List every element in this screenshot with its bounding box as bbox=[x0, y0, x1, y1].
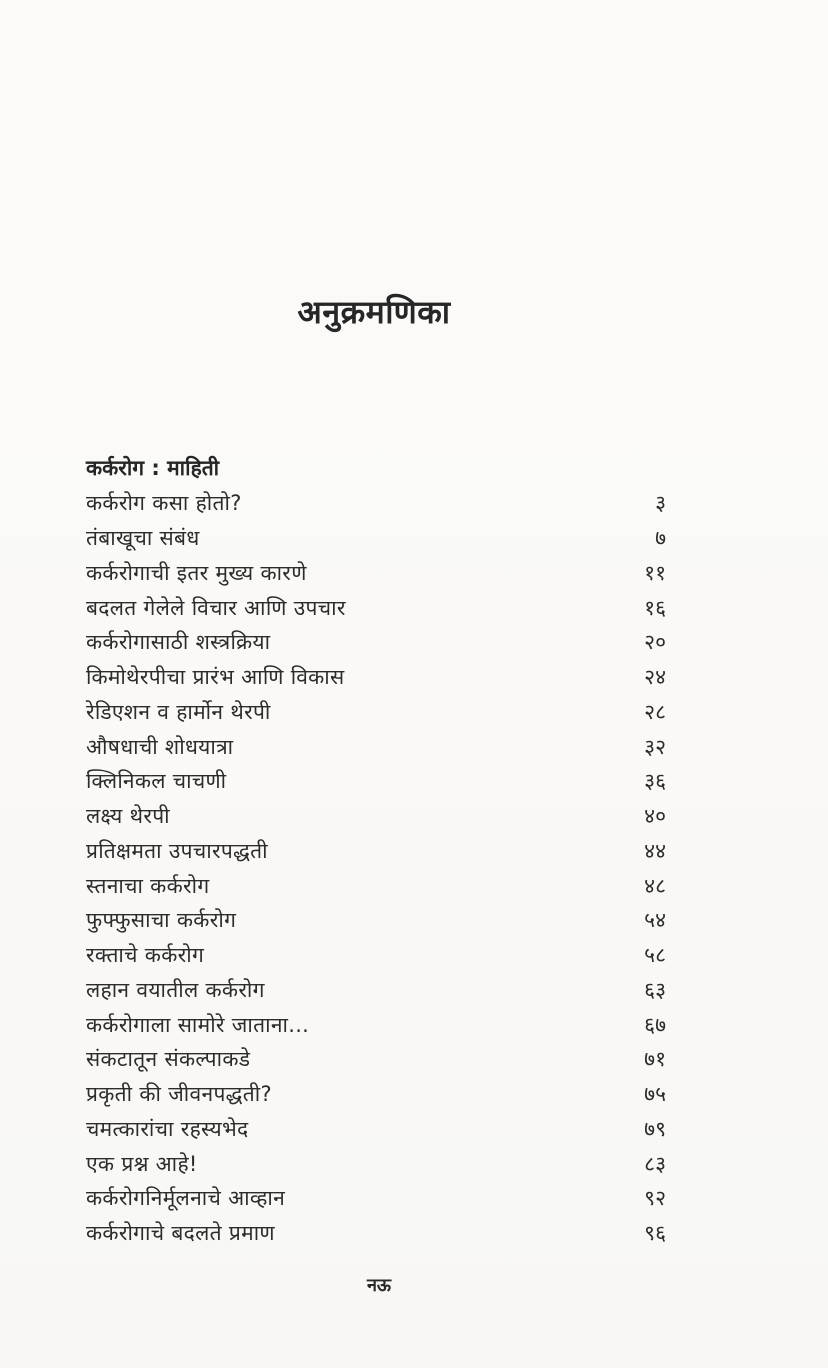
toc-entry bbox=[86, 1007, 666, 1042]
toc-entry bbox=[86, 695, 666, 730]
toc-entry-page-number: ९६ bbox=[644, 1221, 666, 1246]
toc-entry bbox=[86, 660, 666, 695]
section-title: कर्करोग : माहिती bbox=[86, 456, 220, 480]
toc-entry bbox=[86, 1112, 666, 1147]
toc-entry-title: फुफ्फुसाचा कर्करोग bbox=[86, 908, 237, 933]
toc-entry-page-number: ६३ bbox=[644, 977, 666, 1002]
toc-entry-page-number: ४४ bbox=[644, 838, 666, 863]
toc-entry bbox=[86, 486, 666, 521]
toc-entry-page-number: ५४ bbox=[644, 908, 666, 933]
toc-entry-title: कर्करोगनिर्मूलनाचे आव्हान bbox=[86, 1186, 286, 1211]
toc-entry-title: किमोथेरपीचा प्रारंभ आणि विकास bbox=[86, 665, 345, 690]
toc-entry-title: बदलत गेलेले विचार आणि उपचार bbox=[86, 595, 346, 620]
toc-entry-page-number: ७१ bbox=[644, 1047, 666, 1072]
toc-entry bbox=[86, 1042, 666, 1077]
toc-entry bbox=[86, 868, 666, 903]
page-number: नऊ bbox=[366, 1275, 392, 1296]
toc-entry-page-number: २० bbox=[644, 630, 666, 655]
toc-entry-page-number: ४० bbox=[644, 804, 666, 829]
toc-entry-title: कर्करोगासाठी शस्त्रक्रिया bbox=[86, 630, 271, 655]
toc-entry bbox=[86, 1216, 666, 1251]
toc-entry-title: रक्ताचे कर्करोग bbox=[86, 943, 205, 968]
toc-entry-page-number: ६७ bbox=[644, 1012, 666, 1037]
toc-entry bbox=[86, 764, 666, 799]
toc-entry-title: एक प्रश्न आहे! bbox=[86, 1151, 198, 1176]
toc-entry bbox=[86, 938, 666, 973]
toc-entry-title: लहान वयातील कर्करोग bbox=[86, 977, 265, 1002]
toc-entry bbox=[86, 625, 666, 660]
toc-entry-page-number: ८३ bbox=[644, 1151, 666, 1176]
toc-entry-title: लक्ष्य थेरपी bbox=[86, 804, 170, 829]
toc-entry bbox=[86, 973, 666, 1008]
toc-entry-page-number: ३२ bbox=[644, 734, 666, 759]
toc-entry bbox=[86, 1077, 666, 1112]
toc-entry bbox=[86, 1146, 666, 1181]
toc-entry-page-number: ३ bbox=[655, 491, 666, 516]
toc-entry-title: प्रतिक्षमता उपचारपद्धती bbox=[86, 838, 268, 863]
toc-entry-title: औषधाची शोधयात्रा bbox=[86, 734, 234, 759]
toc-entry-page-number: २८ bbox=[644, 699, 666, 724]
toc-entry bbox=[86, 590, 666, 625]
toc-entry-page-number: १६ bbox=[644, 595, 666, 620]
toc-entry-title: स्तनाचा कर्करोग bbox=[86, 873, 210, 898]
table-of-contents bbox=[86, 486, 666, 1251]
toc-entry-title: कर्करोगाची इतर मुख्य कारणे bbox=[86, 560, 307, 585]
page-title: अनुक्रमणिका bbox=[297, 293, 451, 331]
toc-entry-title: चमत्कारांचा रहस्यभेद bbox=[86, 1116, 249, 1141]
toc-entry bbox=[86, 903, 666, 938]
toc-entry-page-number: ५८ bbox=[644, 943, 666, 968]
toc-entry-title: तंबाखूचा संबंध bbox=[86, 526, 200, 551]
toc-entry-title: कर्करोगाचे बदलते प्रमाण bbox=[86, 1221, 275, 1246]
toc-entry-page-number: ७९ bbox=[644, 1116, 666, 1141]
toc-entry-title: कर्करोगाला सामोरे जाताना... bbox=[86, 1012, 310, 1037]
toc-entry-title: कर्करोग कसा होतो? bbox=[86, 491, 242, 516]
toc-entry-page-number: ११ bbox=[644, 560, 666, 585]
toc-entry bbox=[86, 834, 666, 869]
toc-entry-page-number: ७५ bbox=[644, 1082, 666, 1107]
toc-entry-page-number: ३६ bbox=[644, 769, 666, 794]
toc-entry bbox=[86, 729, 666, 764]
toc-entry-page-number: २४ bbox=[644, 665, 666, 690]
toc-entry bbox=[86, 521, 666, 556]
toc-entry bbox=[86, 799, 666, 834]
toc-entry-title: रेडिएशन व हार्मोन थेरपी bbox=[86, 699, 271, 724]
toc-entry-title: क्लिनिकल चाचणी bbox=[86, 769, 227, 794]
toc-entry bbox=[86, 556, 666, 591]
toc-entry-title: संकटातून संकल्पाकडे bbox=[86, 1047, 251, 1072]
toc-entry-title: प्रकृती की जीवनपद्धती? bbox=[86, 1082, 272, 1107]
toc-entry-page-number: ७ bbox=[655, 526, 666, 551]
toc-entry-page-number: ४८ bbox=[644, 873, 666, 898]
toc-entry-page-number: ९२ bbox=[644, 1186, 666, 1211]
toc-entry bbox=[86, 1181, 666, 1216]
